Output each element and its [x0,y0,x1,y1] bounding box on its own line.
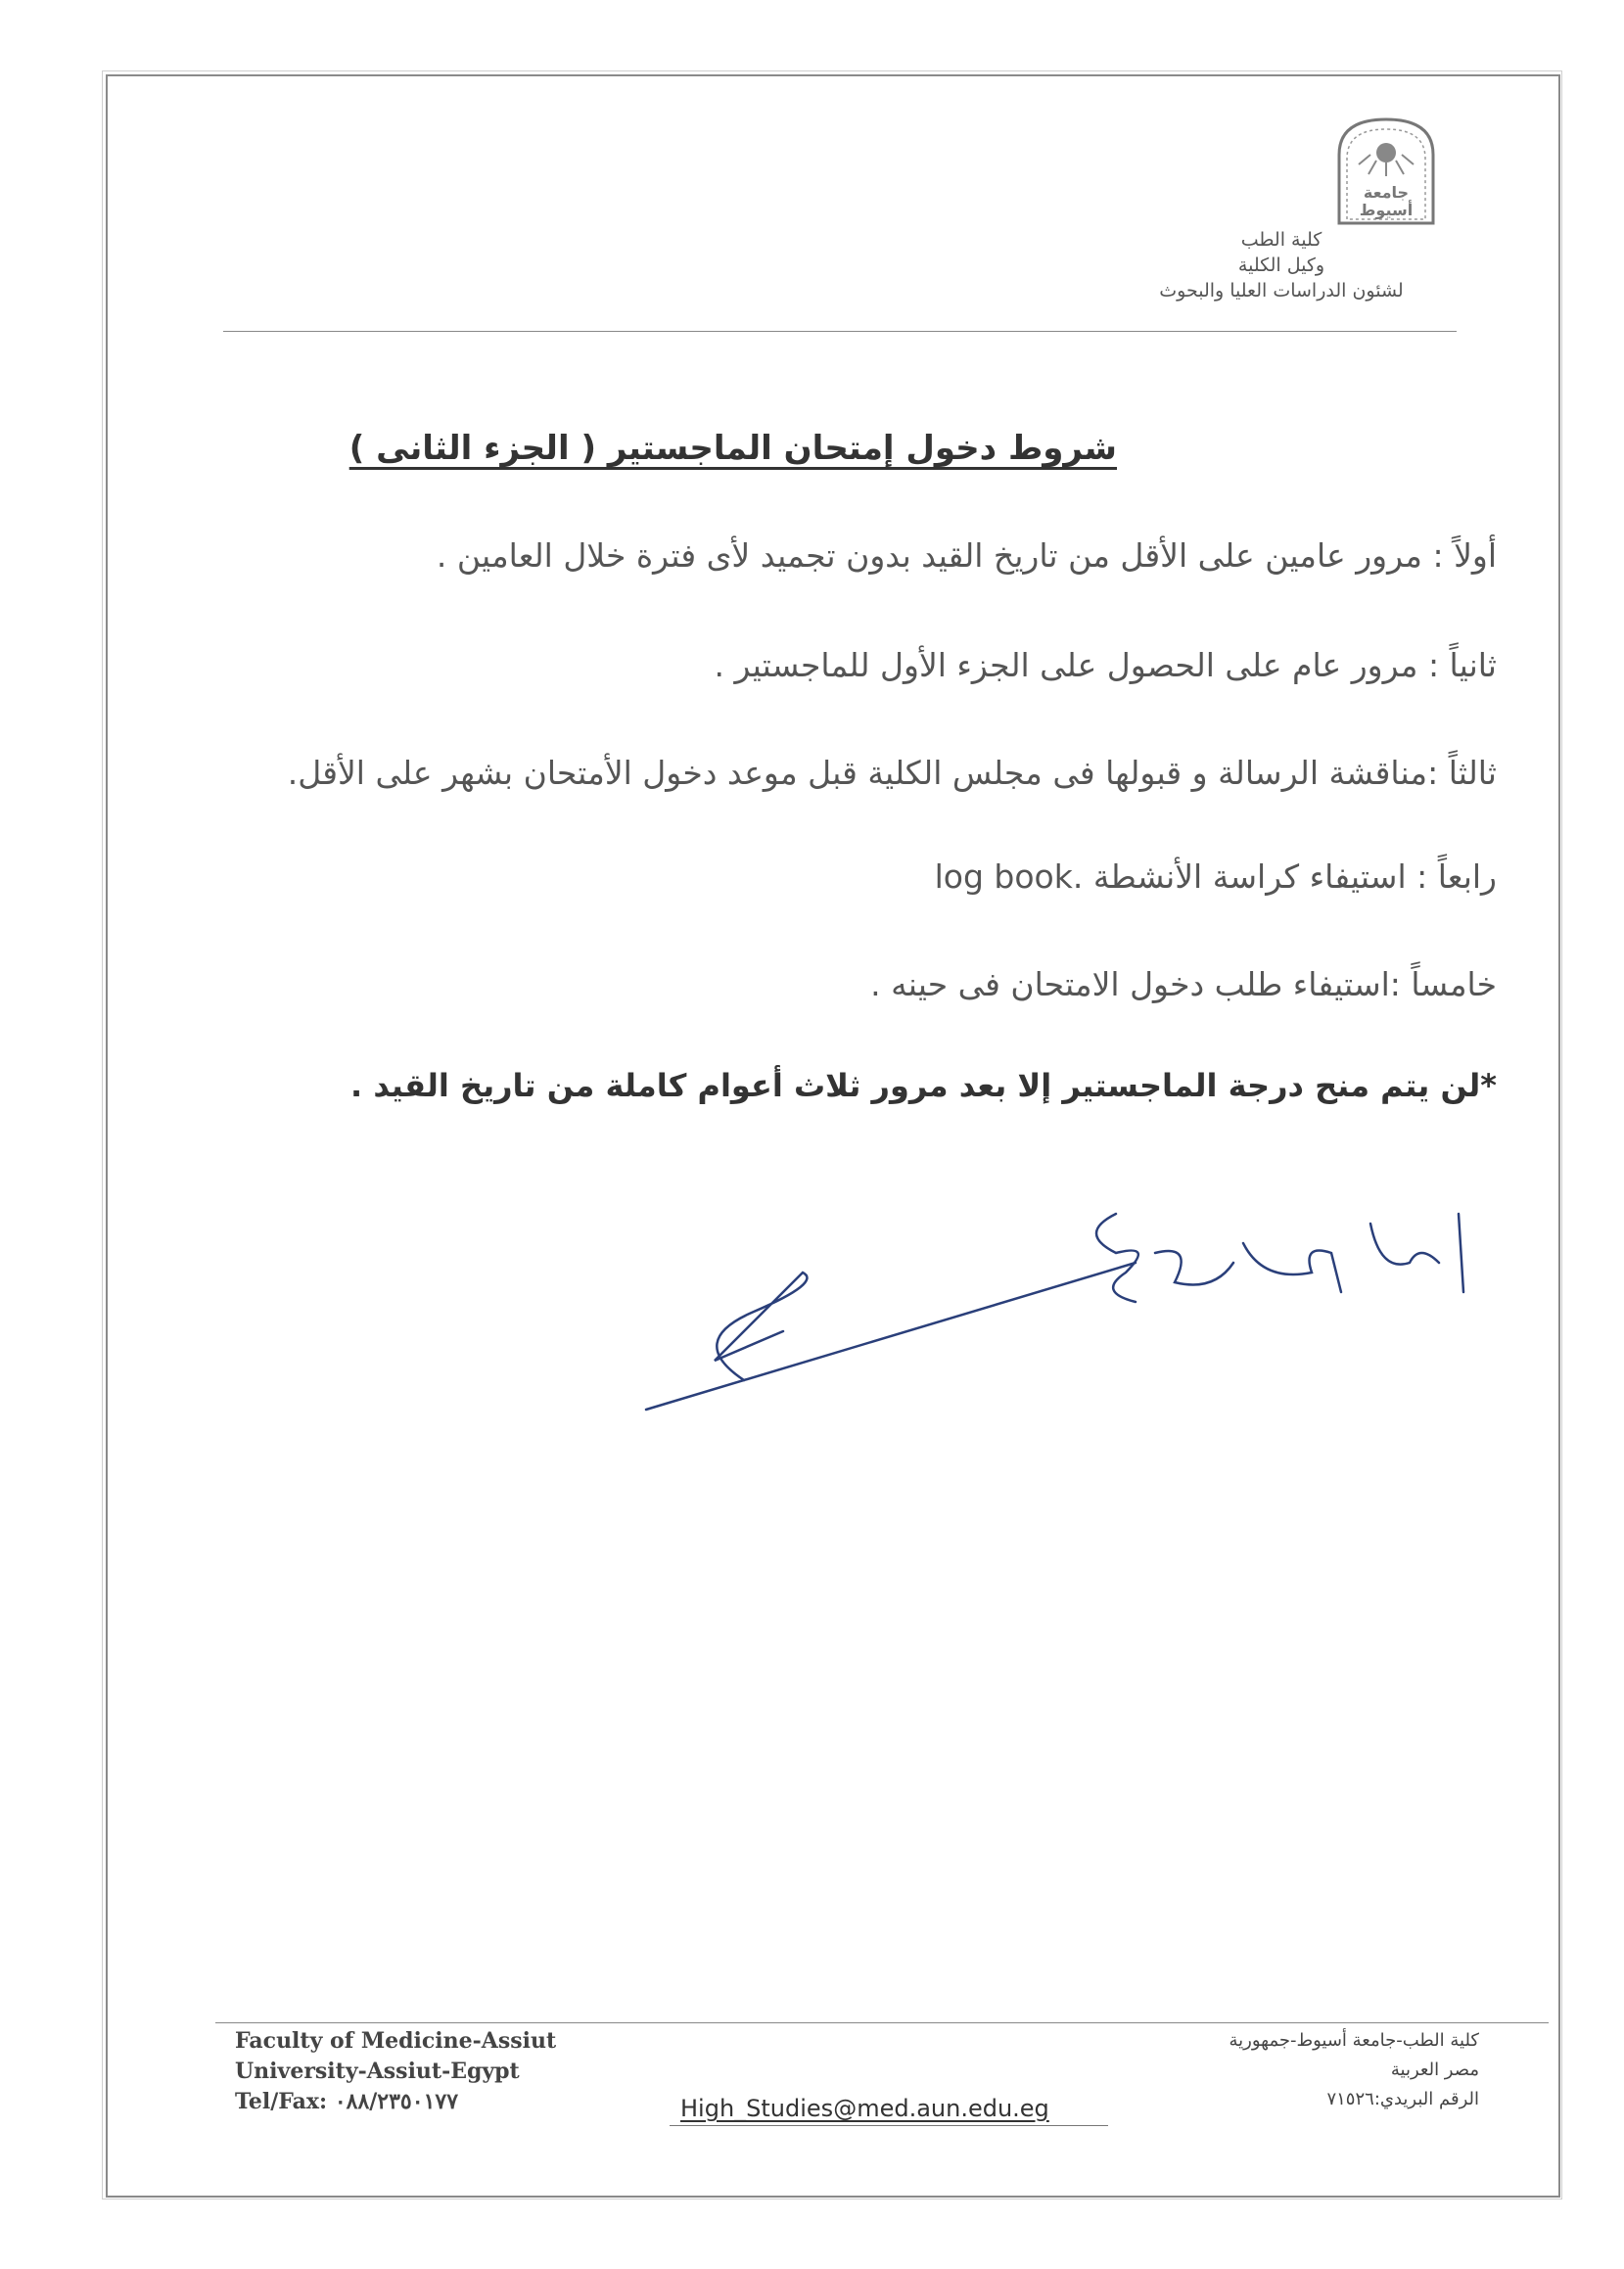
svg-text:أسيوط: أسيوط [1359,201,1414,219]
footer-right [1230,2026,1480,2114]
footer-left-line-3: Tel/Fax: ٠٨٨/٢٣٥٠١٧٧ [235,2089,459,2114]
condition-5: خامساً :استيفاء طلب دخول الامتحان فى حينه . [870,965,1497,1003]
university-logo [1333,116,1439,225]
footer-email[interactable]: High_Studies@med.aun.edu.eg [680,2095,1049,2122]
logbook-label: log book. [934,857,1084,896]
condition-2: ثانياً : مرور عام على الحصول على الجزء الأول للماجستير . [714,646,1497,684]
condition-4-text: رابعاً : استيفاء كراسة الأنشطة [1092,857,1497,896]
svg-text:جامعة: جامعة [1363,183,1410,202]
email-underline [670,2125,1108,2126]
footer-left-line-2: University-Assiut-Egypt [235,2059,520,2084]
condition-3: ثالثاً :مناقشة الرسالة و قبولها فى مجلس الكلية قبل موعد دخول الأمتحان بشهر على الأقل. [287,754,1497,792]
dept-line-3: لشئون الدراسات العليا والبحوث [1159,280,1404,301]
dept-line-1: كلية الطب [1240,229,1322,251]
footer-right-line-2: مصر العربية [1390,2060,1479,2080]
condition-1: أولاً : مرور عامين على الأقل من تاريخ القيد بدون تجميد لأى فترة خلال العامين . [436,536,1497,575]
footer-divider [215,2022,1549,2023]
degree-note: *لن يتم منح درجة الماجستير إلا بعد مرور ثلاث أعوام كاملة من تاريخ القيد . [350,1067,1497,1104]
header-divider [223,331,1457,332]
condition-4 [935,857,1497,896]
dept-line-2: وكيل الكلية [1237,255,1325,276]
footer-right-line-1: كلية الطب-جامعة أسيوط-جمهورية [1229,2030,1479,2051]
signature [626,1184,1508,1429]
page-border [106,74,1560,2198]
footer-left [235,2026,556,2117]
department-header [1076,227,1487,303]
footer-left-line-1: Faculty of Medicine-Assiut [235,2028,557,2054]
document-title: شروط دخول إمتحان الماجستير ( الجزء الثانى ) [348,429,1117,468]
footer-right-line-3: الرقم البريدي:٧١٥٢٦ [1326,2089,1479,2109]
